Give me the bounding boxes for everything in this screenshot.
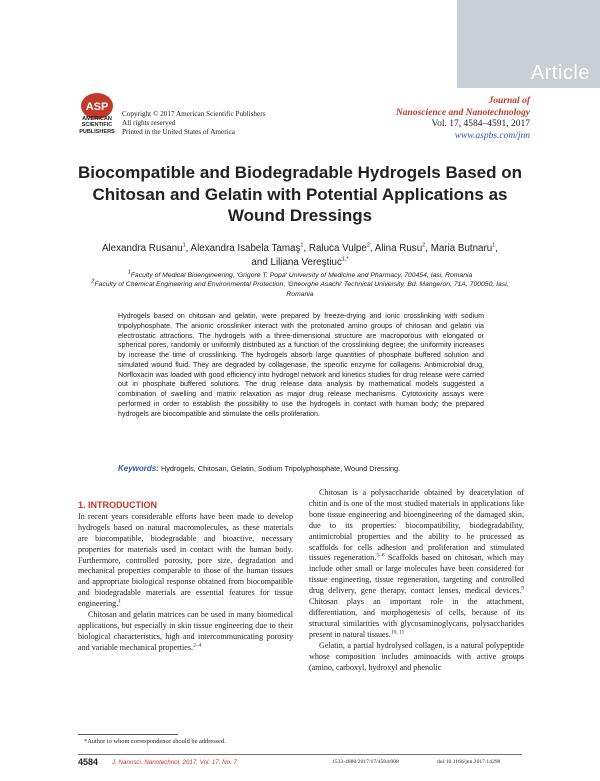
keywords-text: Hydrogels, Chitosan, Gelatin, Sodium Tripolyphosphate, Wound Dressing. <box>160 464 401 473</box>
affiliation-line <box>90 280 510 299</box>
affiliation-text: Faculty of Medical Bioengineering, 'Grigore T. Popa' University of Medicine and Pharmacy, 700454, Iasi, Romania <box>130 272 473 279</box>
affiliation-line <box>90 271 510 280</box>
affiliation-mark: 2 <box>91 279 95 286</box>
footer-issn: 1533-4880/2017/17/4584/008 <box>332 759 399 765</box>
logo-mark: ASP <box>85 101 109 113</box>
author-name: Alexandra Isabela Tamaş <box>190 243 301 254</box>
title-line-3: Wound Dressings <box>227 206 373 225</box>
article-type-label: Article <box>530 62 590 84</box>
intro-paragraph-4: Gelatin, a partial hydrolysed collagen, is a natural polypeptide whose composition includes aminoacids with active groups (amino, carboxyl, hydroxyl and phenolic <box>309 640 524 672</box>
printed-line: Printed in the United States of America <box>122 128 235 136</box>
affiliation-text: Faculty of Chemical Engineering and Environmental Protection, 'Gheorghe Asachi' Technical University, Bd. Mangeron, 71A, 700050, Iasi, Romania <box>94 281 509 298</box>
article-type-tab <box>457 0 600 88</box>
author-affiliation-mark: 1 <box>182 242 186 249</box>
logo-line-3: PUBLISHERS <box>79 128 115 135</box>
left-column <box>78 500 293 654</box>
affiliations <box>90 271 510 299</box>
author-name: Alexandra Rusanu <box>101 243 183 254</box>
copyright-line: Copyright © 2017 American Scientific Publishers <box>122 110 266 118</box>
section-heading: 1. INTRODUCTION <box>78 500 158 510</box>
journal-info <box>396 96 530 142</box>
author-name: Liliana Vereştiuc <box>270 256 342 268</box>
intro-paragraph-3: Chitosan is a polysaccharide obtained by deacetylation of chitin and is one of the most studied materials in applications like bone tissue engineering and bioengineering of the damaged skin, due to its properties: biocompatibility, biodegradability, antimicrobial properties and the ability to be processed as scaffolds for cells adhesion and proliferation and stimulated tissues regeneration.$^{5-8}$ Scaffolds based on chitosan, which may include other small or large molecules have been considered for tissue engineering, tissue regeneration, targeting and controlled drug delivery, gene therapy, contact lenses, medical devices.$^9$ Chitosan plays an important role in the attachment, differentiation, and morphogenesis of cells, because of its structural similarities with glycosaminoglycans, polysaccharides present in natural tissues.$^{10, 11}$ <box>309 488 525 639</box>
author-list <box>100 242 500 269</box>
copyright-block <box>122 110 265 137</box>
keywords <box>118 464 498 473</box>
author-name: Maria Butnaru <box>430 243 493 254</box>
author-affiliation-mark: 2 <box>422 242 426 249</box>
author-name: Raluca Vulpe <box>308 243 367 254</box>
journal-name-line-1: Journal of <box>488 96 530 106</box>
author-affiliation-mark: 2 <box>366 242 370 249</box>
author-affiliation-mark: 1 <box>300 242 304 249</box>
journal-volume: Vol. 17, 4584–4591, 2017 <box>431 119 530 129</box>
right-column <box>309 488 524 673</box>
footer-journal-ref: J. Nanosci. Nanotechnol. 2017, Vol. 17, No. 7 <box>112 759 237 766</box>
rights-line: All rights reserved <box>122 119 176 127</box>
footnote-divider <box>78 734 178 735</box>
intro-paragraph-2: Chitosan and gelatin matrices can be used in many biomedical applications, but especially in skin tissue engineering due to their biological characteristics, high and intercommunicating porosity and variable mechanical properties.$^{2-4}$ <box>78 610 293 652</box>
journal-name-line-2: Nanoscience and Nanotechnology <box>395 107 530 118</box>
title-line-2: Chitosan and Gelatin with Potential Applications as <box>92 184 508 204</box>
keywords-label: Keywords: <box>118 464 159 473</box>
journal-url-link[interactable]: www.aspbs.com/jnn <box>454 130 530 141</box>
author-separator: , <box>425 243 431 254</box>
author-name: Alina Rusu <box>374 243 423 254</box>
author-separator: , and <box>251 243 499 268</box>
logo-publisher-text <box>70 116 124 135</box>
logo-line-1: AMERICAN <box>82 116 112 122</box>
page-number: 4584 <box>78 757 99 767</box>
abstract: Hydrogels based on chitosan and gelatin, were prepared by freeze-drying and ionic crosslinking with sodium tripolyphosphate. The anionic crosslinker interact with the protonated amino groups of chitosan and gelatin via electrostatic attractions. The hydrogels with a three-dimensional structure are macroporous with elongated or spherical pores, randomly or uniformly distributed as a function of the crosslinking degree; the uniformity increases by increase the time of crosslinking. The hydrogels absorb large quantities of phosphate buffered solution and simulated wound fluid. They are degraded by collagenase, the specific enzyme for collagens. Antimicrobial drug, Norfloxacin was loaded with good efficiency into hydrogel network and kinetics studies for drug release were carried out in phosphate buffered solutions. The drug release data analysis by mathematical models suggested a combination of swelling and matrix relaxation as major drug release mechanisms. Cytotoxicity assays were performed in order to establish the possibility to use the hydrogels in contact with human body; the prepared hydrogels are biocompatible and stimulate the cells proliferation. <box>118 312 484 418</box>
footer-divider <box>78 754 522 755</box>
intro-paragraph-1: In recent years considerable efforts have been made to develop hydrogels based on natural macromolecules, as these materials are biocompatible, biodegradable and bioactive, necessary properties for materials used in contact with the human body. Furthermore, controlled porosity, pore size, degradation and mechanical properties comparable to those of the human tissues and appropriate biological response obtained from biocompatible and biodegradable materials are essential features for tissue engineering.$^1$ <box>78 511 293 609</box>
author-affiliation-mark: 1,* <box>341 256 349 263</box>
author-separator: , <box>369 243 375 254</box>
title-line-1: Biocompatible and Biodegradable Hydrogels Based on <box>78 163 522 182</box>
paper-title <box>70 162 530 227</box>
logo-line-2: SCIENTIFIC <box>81 122 113 129</box>
correspondence-footnote: *Author to whom correspondence should be addressed. <box>84 738 226 745</box>
author-separator: , <box>303 243 309 254</box>
footer-doi: doi:10.1166/jnn.2017.14298 <box>437 759 501 765</box>
author-separator: , <box>185 243 191 254</box>
affiliation-mark: 1 <box>127 269 131 276</box>
author-affiliation-mark: 1 <box>492 242 496 249</box>
